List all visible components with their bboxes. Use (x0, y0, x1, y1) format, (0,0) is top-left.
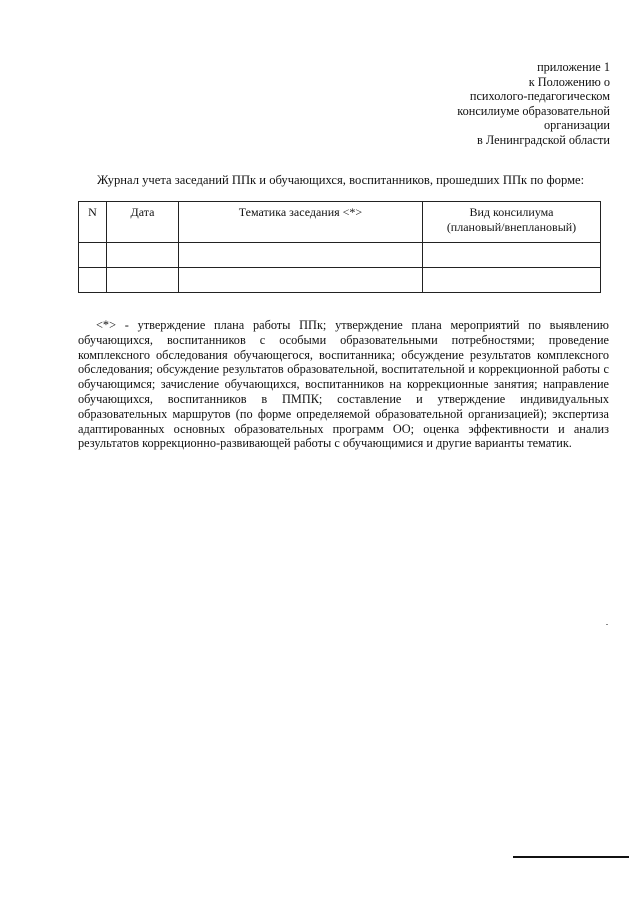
appendix-line: приложение 1 (537, 60, 610, 74)
appendix-line: консилиуме образовательной (457, 103, 610, 118)
table-row (79, 268, 601, 293)
table-cell (79, 243, 107, 268)
appendix-line: в Ленинградской области (477, 132, 610, 147)
header-type-line2: (плановый/внеплановый) (446, 220, 577, 234)
table-cell (107, 268, 179, 293)
journal-title: Журнал учета заседаний ППк и обучающихся, воспитанников, прошедших ППк по форме: (97, 173, 585, 187)
header-date: Дата (107, 202, 179, 243)
appendix-line: к Положению о (528, 74, 610, 89)
bottom-rule-line (513, 856, 629, 858)
header-type-line1: Вид консилиума (469, 205, 554, 219)
table-row (79, 243, 601, 268)
header-n: N (79, 202, 107, 243)
scan-speck (606, 624, 608, 625)
appendix-line: организации (543, 118, 610, 133)
table-cell (179, 243, 423, 268)
table-header-row (79, 202, 601, 243)
table-cell (79, 268, 107, 293)
table-cell (107, 243, 179, 268)
journal-table (78, 201, 601, 293)
table-cell (423, 268, 601, 293)
table-cell (423, 243, 601, 268)
header-topic: Тематика заседания <*> (179, 202, 423, 243)
table-cell (179, 268, 423, 293)
appendix-line: психолого-педагогическом (469, 89, 610, 104)
header-type (423, 202, 601, 243)
appendix-header (457, 60, 610, 148)
footnote-text: <*> - утверждение плана работы ППк; утверждение плана мероприятий по выявлению обучающихся, воспитанников с особыми образовательными потребностями; проведение комплексного обследования обучающегося, воспитанника; обсуждение результатов комплексного обследования; обсуждение результатов образовательной, воспитательной и коррекционной работы с обучающимся; зачисление обучающихся, воспитанников на коррекционные занятия; направление обучающихся, воспитанников в ПМПК; составление и утверждение индивидуальных образовательных маршрутов (по форме определяемой образовательной организацией); экспертиза адаптированных основных образовательных программ ОО; оценка эффективности и анализ результатов коррекционно-развивающей работы с обучающимися и другие варианты тематик. (78, 318, 609, 451)
